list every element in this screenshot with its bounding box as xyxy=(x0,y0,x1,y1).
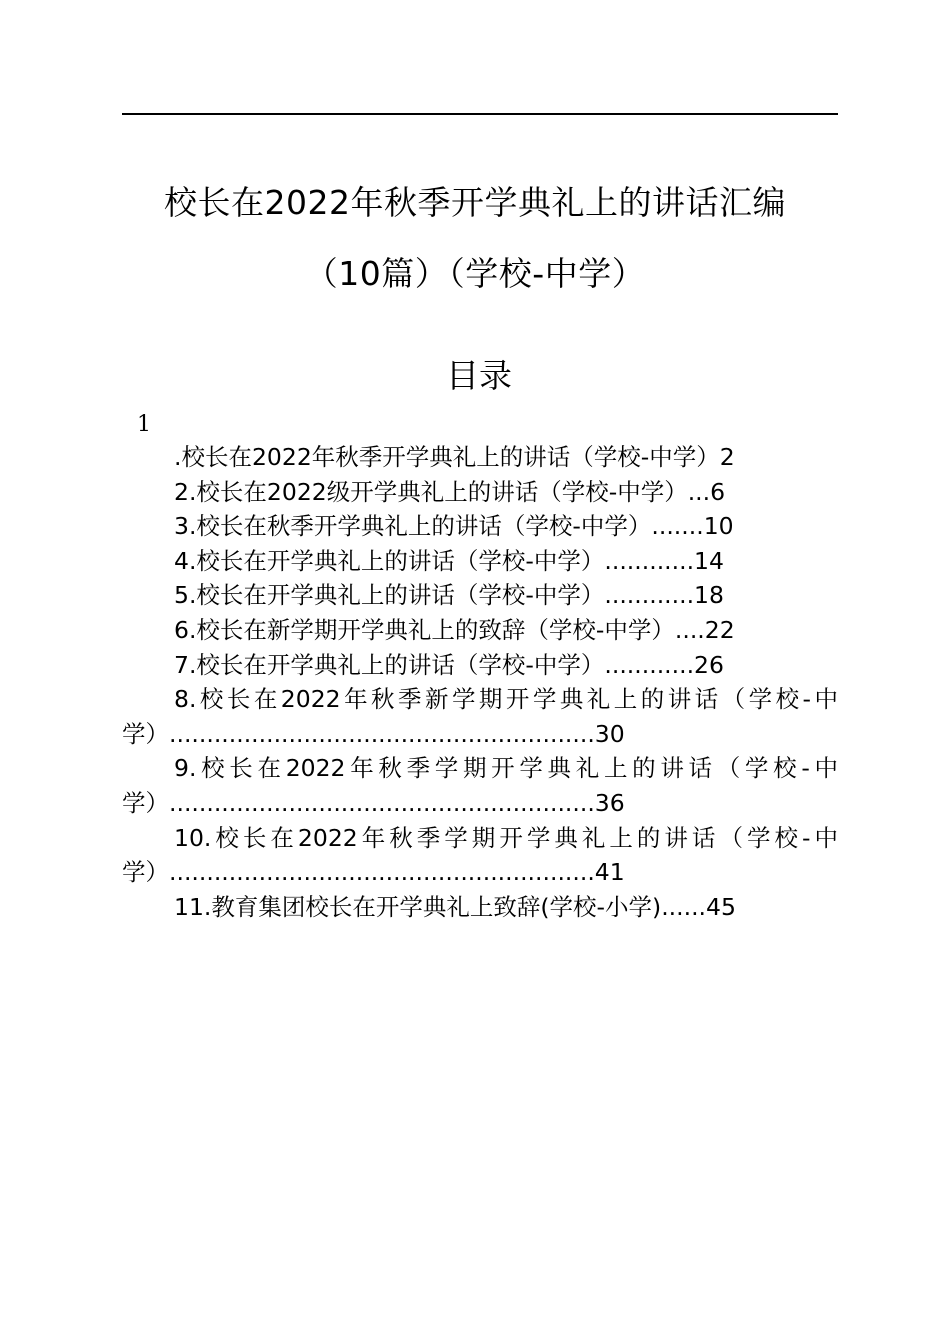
toc-entry[interactable]: 6.校长在新学期开学典礼上的致辞（学校-中学）....22 xyxy=(174,615,735,644)
toc-entry[interactable]: 5.校长在开学典礼上的讲话（学校-中学）............18 xyxy=(174,581,724,610)
toc-entry[interactable]: 3.校长在秋季开学典礼上的讲话（学校-中学）.......10 xyxy=(174,512,734,541)
document-title-line-2: （10篇）（学校-中学） xyxy=(304,254,646,293)
toc-entry[interactable]: 8.校长在2022年秋季新学期开学典礼上的讲话（学校-中学）.........................................................30 xyxy=(122,685,838,748)
toc-entry[interactable]: 11.教育集团校长在开学典礼上致辞(学校-小学)......45 xyxy=(174,892,736,921)
header-rule xyxy=(122,113,838,115)
toc-entry[interactable]: 7.校长在开学典礼上的讲话（学校-中学）............26 xyxy=(174,650,724,679)
toc-entry[interactable]: 10.校长在2022年秋季学期开学典礼上的讲话（学校-中学）.........................................................41 xyxy=(122,823,838,887)
table-of-contents xyxy=(122,440,838,924)
toc-heading: 目录 xyxy=(446,356,512,395)
toc-entry[interactable]: 4.校长在开学典礼上的讲话（学校-中学）............14 xyxy=(174,546,724,575)
toc-number-fragment: 1 xyxy=(137,412,151,437)
toc-entry[interactable]: 2.校长在2022级开学典礼上的讲话（学校-中学）...6 xyxy=(174,477,726,506)
document-title-line-1: 校长在2022年秋季开学典礼上的讲话汇编 xyxy=(164,183,786,222)
toc-entry[interactable]: 9.校长在2022年秋季学期开学典礼上的讲话（学校-中学）.........................................................36 xyxy=(122,754,838,817)
toc-entry[interactable]: .校长在2022年秋季开学典礼上的讲话（学校-中学）2 xyxy=(174,443,735,471)
